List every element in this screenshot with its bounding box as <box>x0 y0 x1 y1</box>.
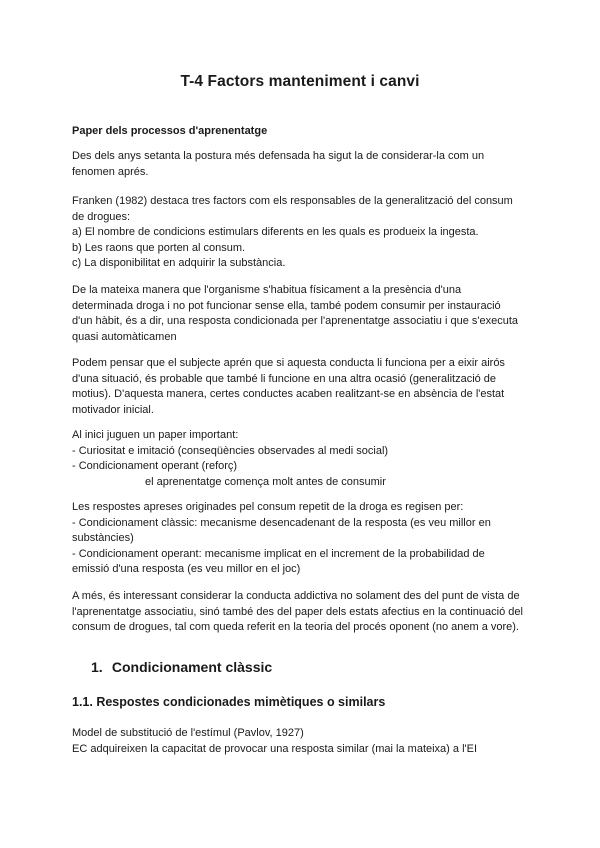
paragraph-affective-states <box>72 589 530 636</box>
text-line: EC adquireixen la capacitat de provocar una resposta similar (mai la mateixa) a l'EI <box>72 742 478 755</box>
text-line: motivador inicial. <box>72 403 154 416</box>
text-line: d'un hàbit, és a dir, una resposta condicionada per l'aprenentatge associatiu i que s'executa <box>72 315 518 328</box>
text-line: emissió d'una resposta (es veu millor en el joc) <box>72 563 301 576</box>
list-item-a: a) El nombre de condicions estimulars diferents en les quals es produeix la ingesta. <box>72 226 479 239</box>
text-line: consum de drogues, tal com queda referit en la teoria del procés oponent (no anem a vore). <box>72 621 519 634</box>
paragraph-learned-responses <box>72 500 530 578</box>
text-line: quasi automàticamen <box>72 330 177 343</box>
paragraph-intro <box>72 149 530 180</box>
paragraph-generalization <box>72 356 530 418</box>
document-title: T-4 Factors manteniment i canvi <box>180 73 420 90</box>
text-line: motius). D'aquesta manera, certes conductes acaben realitzant-se en absència de l'estat <box>72 388 505 401</box>
list-item: - Condicionament clàssic: mecanisme desencadenant de la resposta (es veu millor en <box>72 516 491 529</box>
section-heading: Paper dels processos d'aprenentatge <box>72 125 268 137</box>
list-item: - Condicionament operant: mecanisme implicat en el increment de la probabilidad de <box>72 547 485 560</box>
list-item: - Curiositat e imitació (conseqüències observades al medi social) <box>72 444 389 457</box>
text-line: Podem pensar que el subjecte aprén que si aquesta conducta li funciona per a eixir airós <box>72 357 505 369</box>
paragraph-habit <box>72 283 530 345</box>
paragraph-pavlov <box>72 726 530 757</box>
text-line: substàncies) <box>72 532 134 545</box>
text-line: fenomen aprés. <box>72 165 149 178</box>
paragraph-initial-factors <box>72 428 530 490</box>
text-line: Les respostes apreses originades pel consum repetit de la droga es regisen per: <box>72 501 464 513</box>
text-line: Des dels anys setanta la postura més defensada ha sigut la de considerar-la com un <box>72 150 485 162</box>
text-line: Franken (1982) destaca tres factors com els responsables de la generalització del consum <box>72 195 513 207</box>
list-item-c: c) La disponibilitat en adquirir la substància. <box>72 257 286 270</box>
text-line: Model de substitució de l'estímul (Pavlov, 1927) <box>72 727 304 739</box>
text-line: De la mateixa manera que l'organisme s'habitua físicament a la presència d'una <box>72 284 462 296</box>
text-line: l'aprenentatge associatiu, sinó també des del paper dels estats afectius en la continuació del <box>72 605 523 618</box>
list-item: - Condicionament operant (reforç) <box>72 460 238 473</box>
text-line: Al inici juguen un paper important: <box>72 429 239 441</box>
text-line: A més, és interessant considerar la conducta addictiva no solament des del punt de vista de <box>72 590 520 602</box>
heading-number: 1. <box>91 659 103 675</box>
list-item-b: b) Les raons que porten al consum. <box>72 241 246 254</box>
heading-classical-conditioning <box>91 659 272 675</box>
text-line: d'una situació, és probable que també li funcione en una altra ocasió (generalització de <box>72 372 497 385</box>
text-line: determinada droga i no pot funcionar sense ella, també podem consumir per instauració <box>72 299 501 312</box>
paragraph-franken <box>72 194 530 272</box>
text-line: de drogues: <box>72 210 131 223</box>
heading-text: Condicionament clàssic <box>111 659 273 675</box>
indented-note: el aprenentatge comença molt antes de consumir <box>145 475 386 488</box>
subheading-mimetic-responses: 1.1. Respostes condicionades mimètiques o similars <box>72 695 386 709</box>
